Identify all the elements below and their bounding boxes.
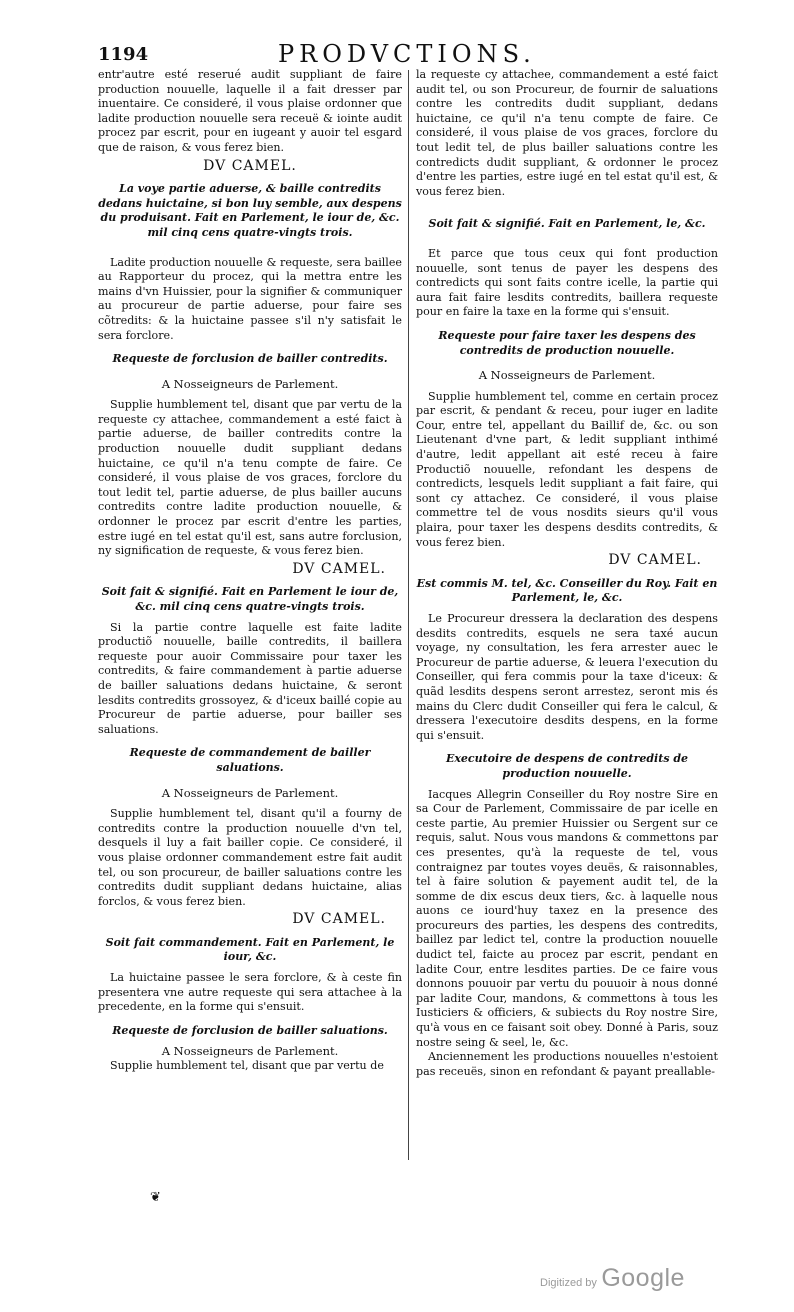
paragraph: Si la partie contre laquelle est faite ladite productiõ nouuelle, baille contredits, il baillera requeste pour auoir Commissaire pour taxer les contredits, & faire commandement à partie aduerse de bailler saluations dedans huictaine, & seront lesdits contredits grossoyez, & d'iceux baillé copie au Procureur de partie aduerse, pour bailler ses saluations. <box>98 620 402 736</box>
paragraph: entr'autre esté reserué audit suppliant de faire production nouuelle, laquelle il a fait dresser par inuentaire. Ce consideré, il vous plaise ordonner que ladite production nouuelle sera receuë & iointe audit procez par escrit, pour en iugeant y auoir tel esgard que de raison, & vous ferez bien. <box>98 68 402 154</box>
section-heading: Requeste de commandement de bailler saluations. <box>129 746 371 774</box>
section-heading: Requeste pour faire taxer les despens des contredits de production nouuelle. <box>438 328 696 357</box>
salutation: A Nosseigneurs de Parlement. <box>161 1044 339 1059</box>
section-heading: Soit fait & signifié. Fait en Parlement le iour de, &c. mil cinq cens quatre-vingts trois. <box>101 585 399 613</box>
salutation: A Nosseigneurs de Parlement. <box>478 368 656 383</box>
column-divider <box>408 70 409 1160</box>
page-number: 1194 <box>98 44 149 65</box>
running-title: PRODVCTIONS. <box>278 40 536 68</box>
paragraph: Supplie humblement tel, disant que par vertu de la requeste cy attachee, commandement a esté faict à partie aduerse, de bailler contredits contre la production nouuelle dudit suppliant dedans huictaine, ce qu'il n'a tenu compte de faire. Ce consideré, il vous plaise de vos graces, forclore du tout ledit tel, partie aduerse, de plus bailler aucuns contredits contre ladite production nouuelle, & ordonner le procez par escrit d'entre les parties, estre iugé en tel estat qu'il est, sans autre forclusion, ny signification de requeste, & vous ferez bien. <box>98 398 402 558</box>
paragraph: la requeste cy attachee, commandement a esté faict audit tel, ou son Procureur, de fournir de saluations contre les contredits dudit suppliant, dedans huictaine, ce qu'il n'a tenu compte de faire. Ce consideré, il vous plaise de vos graces, forclore du tout ledit tel, de plus bailler saluations contre les contredicts dudit suppliant, & ordonner le procez d'entre les parties, estre iugé en tel estat qu'il est, & vous ferez bien. <box>416 68 718 198</box>
digitized-label: Digitized by <box>540 1277 597 1289</box>
signature: DV CAMEL. <box>608 552 702 569</box>
page-header <box>98 40 758 70</box>
section-heading: Est commis M. tel, &c. Conseiller du Roy. Fait en Parlement, le, &c. <box>416 576 718 605</box>
ink-mark: ❦ <box>150 1190 161 1205</box>
google-logo: Google <box>601 1264 685 1292</box>
salutation: A Nosseigneurs de Parlement. <box>161 785 339 800</box>
right-column <box>416 68 718 1079</box>
section-heading: La voye partie aduerse, & baille contredits dedans huictaine, si bon luy semble, aux despens du produisant. Fait en Parlement, le iour de, &c. mil cinq cens quatre-vingts trois. <box>98 182 402 239</box>
paragraph: La huictaine passee le sera forclore, & à ceste fin presentera vne autre requeste qui sera attachee à la precedente, en la forme qui s'ensuit. <box>98 971 402 1014</box>
digitization-watermark <box>540 1264 685 1293</box>
signature: DV CAMEL. <box>292 560 386 577</box>
section-heading: Executoire de despens de contredits de production nouuelle. <box>445 752 689 780</box>
paragraph: Supplie humblement tel, comme en certain procez par escrit, & pendant & receu, pour iuger en ladite Cour, entre tel, appellant du Baillif de, &c. ou son Lieutenant d'vne part, & ledit suppliant inthimé d'autre, ledit appellant ait esté receu à faire Productiõ nouuelle, refondant les despens de contredicts, lesquels ledit suppliant a fait faire, qui sont cy attachez. Ce consideré, il vous plaise commettre tel de vous nosdits sieurs qu'il vous plaira, pour taxer les despens desdits contredits, & vous ferez bien. <box>416 389 718 549</box>
paragraph: Le Procureur dressera la declaration des despens desdits contredits, esquels ne sera taxé aucun voyage, ny consultation, les fera arrester auec le Procureur de partie aduerse, & leuera l'execution du Conseiller, qui fera commis pour la taxe d'iceux: & quãd lesdits despens seront arrestez, seront mis és mains du Clerc dudit Conseiller qui fera le calcul, & dressera l'executoire desdits despens, en la forme qui s'ensuit. <box>416 612 718 742</box>
section-heading: Soit fait commandement. Fait en Parlement, le iour, &c. <box>105 935 395 964</box>
paragraph: Supplie humblement tel, disant qu'il a fourny de contredits contre la production nouuelle d'vn tel, desquels il luy a fait bailler copie. Ce consideré, il vous plaise ordonner commandement estre fait audit tel, ou son procureur, de bailler saluations contre les contredits dudit suppliant dedans huictaine, alias forclos, & vous ferez bien. <box>98 807 402 908</box>
left-column <box>98 68 402 1074</box>
section-heading: Requeste de forclusion de bailler saluations. <box>112 1023 388 1037</box>
paragraph: Ladite production nouuelle & requeste, sera baillee au Rapporteur du procez, qui la mettra entre les mains d'vn Huissier, pour la signifier & communiquer au procureur de partie aduerse, pour faire ses cõtredits: & la huictaine passee s'il n'y satisfait le sera forclore. <box>98 255 402 342</box>
section-heading: Requeste de forclusion de bailler contredits. <box>112 352 388 366</box>
paragraph: Iacques Allegrin Conseiller du Roy nostre Sire en sa Cour de Parlement, Commissaire de par icelle en ceste partie, Au premier Huissier ou Sergent sur ce requis, salut. Nous vous mandons & commettons par ces presentes, qu'à la requeste de tel, vous contraignez par toutes voyes deuës, & raisonnables, tel à faire solution & payement audit tel, de la somme de dix escus deux tiers, &c. à laquelle nous auons ce iourd'huy taxez en la presence des procureurs des parties, les despens des contredits, baillez par ledict tel, contre la production nouuelle dudict tel, faicte au procez par escrit, pendant en ladite Cour, entre lesdites parties. De ce faire vous donnons pouuoir par vertu du pouuoir à nous donné par ladite Cour, mandons, & commettons à tous les Iusticiers & officiers, & subiects du Roy nostre Sire, qu'à vous en ce faisant soit obey. Donné à Paris, souz nostre seing & seel, le, &c. <box>416 787 718 1049</box>
salutation: A Nosseigneurs de Parlement. <box>161 376 339 391</box>
signature: DV CAMEL. <box>292 911 386 928</box>
paragraph: Supplie humblement tel, disant que par vertu de <box>110 1059 384 1073</box>
section-heading: Soit fait & signifié. Fait en Parlement, le, &c. <box>428 217 706 231</box>
paragraph: Anciennement les productions nouuelles n'estoient pas receuës, sinon en refondant & payant preallable- <box>416 1050 718 1078</box>
paragraph: Et parce que tous ceux qui font production nouuelle, sont tenus de payer les despens des contredicts qui sont faits contre icelle, la partie qui aura fait faire lesdits contredits, baillera requeste pour en faire la taxe en la forme qui s'ensuit. <box>416 246 718 319</box>
signature: DV CAMEL. <box>203 157 297 174</box>
